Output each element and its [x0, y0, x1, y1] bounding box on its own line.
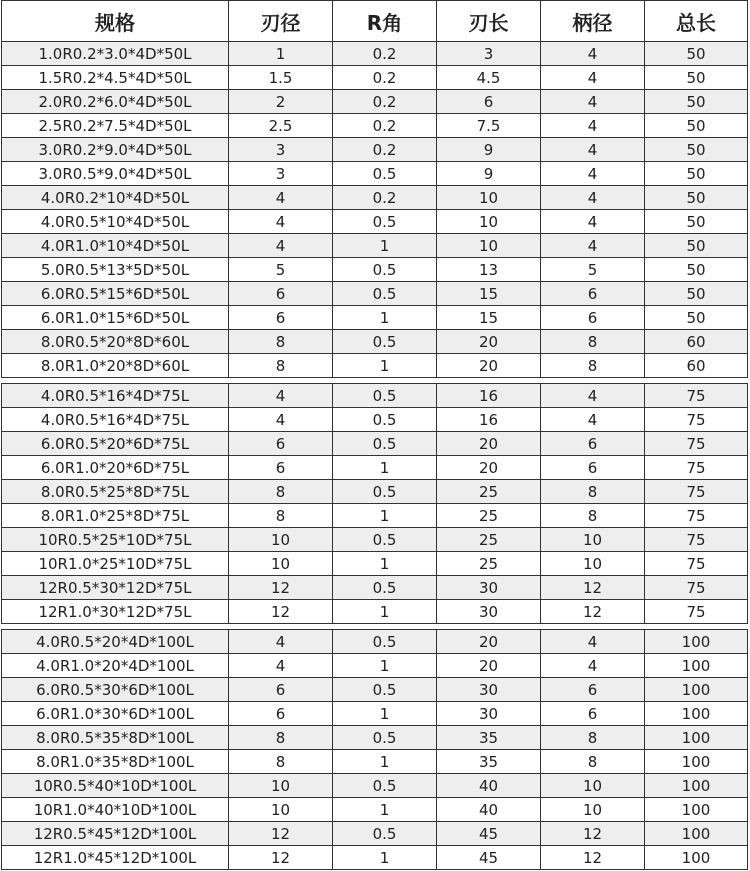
table-row [2, 42, 748, 66]
shank-diameter-cell: 12 [541, 600, 645, 624]
cutting-length-cell: 25 [437, 552, 541, 576]
spec-cell: 4.0R1.0*10*4D*50L [2, 234, 229, 258]
corner-radius-cell: 0.2 [333, 42, 437, 66]
cutting-length-cell: 10 [437, 210, 541, 234]
header-overall-length: 总长 [645, 1, 748, 42]
spec-cell: 4.0R0.5*10*4D*50L [2, 210, 229, 234]
table-row [2, 846, 748, 870]
header-cutting-diameter: 刃径 [229, 1, 333, 42]
header-row [2, 1, 748, 42]
cutting-length-cell: 35 [437, 726, 541, 750]
cutting-diameter-cell: 3 [229, 162, 333, 186]
overall-length-cell: 60 [645, 330, 748, 354]
overall-length-cell: 60 [645, 354, 748, 378]
table-row [2, 702, 748, 726]
cutting-length-cell: 30 [437, 600, 541, 624]
spec-cell: 8.0R0.5*35*8D*100L [2, 726, 229, 750]
spec-cell: 1.0R0.2*3.0*4D*50L [2, 42, 229, 66]
cutting-diameter-cell: 4 [229, 234, 333, 258]
cutting-length-cell: 20 [437, 330, 541, 354]
shank-diameter-cell: 12 [541, 822, 645, 846]
corner-radius-cell: 1 [333, 654, 437, 678]
overall-length-cell: 100 [645, 822, 748, 846]
corner-radius-cell: 1 [333, 750, 437, 774]
spec-cell: 2.5R0.2*7.5*4D*50L [2, 114, 229, 138]
cutting-length-cell: 25 [437, 480, 541, 504]
cutting-diameter-cell: 6 [229, 702, 333, 726]
spec-cell: 8.0R1.0*20*8D*60L [2, 354, 229, 378]
spec-cell: 8.0R0.5*20*8D*60L [2, 330, 229, 354]
overall-length-cell: 50 [645, 90, 748, 114]
cutting-diameter-cell: 6 [229, 282, 333, 306]
table-row [2, 432, 748, 456]
spec-cell: 5.0R0.5*13*5D*50L [2, 258, 229, 282]
cutting-diameter-cell: 10 [229, 798, 333, 822]
shank-diameter-cell: 10 [541, 528, 645, 552]
cutting-diameter-cell: 2.5 [229, 114, 333, 138]
cutting-length-cell: 15 [437, 306, 541, 330]
shank-diameter-cell: 6 [541, 456, 645, 480]
table-row [2, 600, 748, 624]
corner-radius-cell: 0.5 [333, 258, 437, 282]
spec-cell: 4.0R0.2*10*4D*50L [2, 186, 229, 210]
table-row [2, 384, 748, 408]
cutting-length-cell: 15 [437, 282, 541, 306]
spec-cell: 6.0R0.5*20*6D*75L [2, 432, 229, 456]
overall-length-cell: 50 [645, 66, 748, 90]
overall-length-cell: 75 [645, 456, 748, 480]
cutting-diameter-cell: 4 [229, 630, 333, 654]
table-row [2, 552, 748, 576]
overall-length-cell: 50 [645, 234, 748, 258]
table-row [2, 114, 748, 138]
shank-diameter-cell: 4 [541, 408, 645, 432]
shank-diameter-cell: 4 [541, 186, 645, 210]
table-row [2, 138, 748, 162]
corner-radius-cell: 1 [333, 798, 437, 822]
cutting-diameter-cell: 12 [229, 576, 333, 600]
table-row [2, 504, 748, 528]
shank-diameter-cell: 8 [541, 480, 645, 504]
shank-diameter-cell: 4 [541, 234, 645, 258]
corner-radius-cell: 1 [333, 600, 437, 624]
cutting-length-cell: 20 [437, 456, 541, 480]
shank-diameter-cell: 8 [541, 750, 645, 774]
corner-radius-cell: 0.2 [333, 66, 437, 90]
table-row [2, 162, 748, 186]
spec-cell: 10R1.0*40*10D*100L [2, 798, 229, 822]
corner-radius-cell: 0.5 [333, 678, 437, 702]
shank-diameter-cell: 6 [541, 306, 645, 330]
corner-radius-cell: 1 [333, 702, 437, 726]
shank-diameter-cell: 4 [541, 654, 645, 678]
corner-radius-cell: 0.5 [333, 774, 437, 798]
overall-length-cell: 50 [645, 162, 748, 186]
corner-radius-cell: 0.5 [333, 480, 437, 504]
overall-length-cell: 100 [645, 750, 748, 774]
corner-radius-cell: 0.5 [333, 210, 437, 234]
cutting-diameter-cell: 3 [229, 138, 333, 162]
cutting-diameter-cell: 4 [229, 186, 333, 210]
cutting-diameter-cell: 1 [229, 42, 333, 66]
table-row [2, 750, 748, 774]
cutting-length-cell: 30 [437, 678, 541, 702]
corner-radius-cell: 0.5 [333, 282, 437, 306]
spec-cell: 10R0.5*40*10D*100L [2, 774, 229, 798]
corner-radius-cell: 1 [333, 306, 437, 330]
overall-length-cell: 50 [645, 42, 748, 66]
header-cutting-length: 刃长 [437, 1, 541, 42]
cutting-length-cell: 16 [437, 384, 541, 408]
overall-length-cell: 75 [645, 432, 748, 456]
shank-diameter-cell: 4 [541, 90, 645, 114]
header-shank-diameter: 柄径 [541, 1, 645, 42]
cutting-length-cell: 6 [437, 90, 541, 114]
shank-diameter-cell: 4 [541, 42, 645, 66]
table-row [2, 354, 748, 378]
cutting-diameter-cell: 8 [229, 330, 333, 354]
overall-length-cell: 75 [645, 576, 748, 600]
spec-cell: 2.0R0.2*6.0*4D*50L [2, 90, 229, 114]
corner-radius-cell: 0.2 [333, 90, 437, 114]
corner-radius-cell: 0.5 [333, 330, 437, 354]
table-row [2, 330, 748, 354]
cutting-length-cell: 20 [437, 654, 541, 678]
cutting-length-cell: 9 [437, 162, 541, 186]
cutting-diameter-cell: 8 [229, 504, 333, 528]
shank-diameter-cell: 4 [541, 114, 645, 138]
overall-length-cell: 75 [645, 600, 748, 624]
overall-length-cell: 50 [645, 306, 748, 330]
cutting-diameter-cell: 5 [229, 258, 333, 282]
corner-radius-cell: 0.2 [333, 186, 437, 210]
cutting-length-cell: 40 [437, 774, 541, 798]
table-row [2, 186, 748, 210]
overall-length-cell: 100 [645, 798, 748, 822]
cutting-length-cell: 16 [437, 408, 541, 432]
spec-cell: 3.0R0.5*9.0*4D*50L [2, 162, 229, 186]
cutting-length-cell: 9 [437, 138, 541, 162]
shank-diameter-cell: 12 [541, 576, 645, 600]
cutting-diameter-cell: 1.5 [229, 66, 333, 90]
corner-radius-cell: 0.5 [333, 408, 437, 432]
shank-diameter-cell: 4 [541, 162, 645, 186]
table-row [2, 528, 748, 552]
table-row [2, 798, 748, 822]
cutting-length-cell: 25 [437, 504, 541, 528]
overall-length-cell: 100 [645, 654, 748, 678]
shank-diameter-cell: 8 [541, 504, 645, 528]
shank-diameter-cell: 8 [541, 354, 645, 378]
corner-radius-cell: 1 [333, 354, 437, 378]
overall-length-cell: 50 [645, 282, 748, 306]
spec-cell: 8.0R1.0*35*8D*100L [2, 750, 229, 774]
spec-cell: 4.0R0.5*16*4D*75L [2, 408, 229, 432]
cutting-length-cell: 45 [437, 846, 541, 870]
corner-radius-cell: 0.5 [333, 432, 437, 456]
table-body [2, 42, 748, 870]
corner-radius-cell: 1 [333, 552, 437, 576]
cutting-diameter-cell: 12 [229, 822, 333, 846]
table-row [2, 306, 748, 330]
overall-length-cell: 75 [645, 408, 748, 432]
overall-length-cell: 50 [645, 114, 748, 138]
cutting-diameter-cell: 4 [229, 408, 333, 432]
cutting-length-cell: 35 [437, 750, 541, 774]
overall-length-cell: 100 [645, 726, 748, 750]
spec-cell: 10R0.5*25*10D*75L [2, 528, 229, 552]
cutting-length-cell: 7.5 [437, 114, 541, 138]
shank-diameter-cell: 6 [541, 702, 645, 726]
corner-radius-cell: 0.5 [333, 630, 437, 654]
spec-cell: 1.5R0.2*4.5*4D*50L [2, 66, 229, 90]
corner-radius-cell: 1 [333, 456, 437, 480]
overall-length-cell: 75 [645, 504, 748, 528]
shank-diameter-cell: 4 [541, 210, 645, 234]
spec-cell: 12R1.0*30*12D*75L [2, 600, 229, 624]
shank-diameter-cell: 4 [541, 630, 645, 654]
cutting-length-cell: 13 [437, 258, 541, 282]
table-row [2, 210, 748, 234]
cutting-length-cell: 10 [437, 186, 541, 210]
spec-cell: 8.0R0.5*25*8D*75L [2, 480, 229, 504]
shank-diameter-cell: 5 [541, 258, 645, 282]
cutting-length-cell: 30 [437, 702, 541, 726]
spec-table [1, 0, 748, 870]
cutting-diameter-cell: 6 [229, 456, 333, 480]
table-row [2, 90, 748, 114]
cutting-diameter-cell: 10 [229, 528, 333, 552]
cutting-diameter-cell: 8 [229, 354, 333, 378]
corner-radius-cell: 0.5 [333, 384, 437, 408]
shank-diameter-cell: 4 [541, 66, 645, 90]
table-row [2, 774, 748, 798]
header-corner-radius: R角 [333, 1, 437, 42]
table-row [2, 408, 748, 432]
cutting-length-cell: 20 [437, 432, 541, 456]
table-row [2, 654, 748, 678]
cutting-diameter-cell: 6 [229, 432, 333, 456]
corner-radius-cell: 0.5 [333, 726, 437, 750]
cutting-diameter-cell: 12 [229, 600, 333, 624]
cutting-length-cell: 3 [437, 42, 541, 66]
shank-diameter-cell: 10 [541, 774, 645, 798]
corner-radius-cell: 1 [333, 846, 437, 870]
overall-length-cell: 75 [645, 528, 748, 552]
spec-cell: 10R1.0*25*10D*75L [2, 552, 229, 576]
table-row [2, 480, 748, 504]
spec-cell: 6.0R0.5*30*6D*100L [2, 678, 229, 702]
overall-length-cell: 50 [645, 186, 748, 210]
shank-diameter-cell: 8 [541, 726, 645, 750]
overall-length-cell: 75 [645, 552, 748, 576]
overall-length-cell: 75 [645, 480, 748, 504]
corner-radius-cell: 0.5 [333, 528, 437, 552]
spec-cell: 4.0R0.5*20*4D*100L [2, 630, 229, 654]
shank-diameter-cell: 10 [541, 798, 645, 822]
spec-cell: 4.0R0.5*16*4D*75L [2, 384, 229, 408]
cutting-diameter-cell: 4 [229, 654, 333, 678]
overall-length-cell: 75 [645, 384, 748, 408]
spec-cell: 4.0R1.0*20*4D*100L [2, 654, 229, 678]
cutting-diameter-cell: 6 [229, 678, 333, 702]
spec-cell: 6.0R1.0*20*6D*75L [2, 456, 229, 480]
corner-radius-cell: 0.2 [333, 138, 437, 162]
overall-length-cell: 50 [645, 258, 748, 282]
table-row [2, 576, 748, 600]
overall-length-cell: 100 [645, 630, 748, 654]
table-row [2, 258, 748, 282]
shank-diameter-cell: 12 [541, 846, 645, 870]
corner-radius-cell: 0.5 [333, 822, 437, 846]
cutting-diameter-cell: 10 [229, 774, 333, 798]
overall-length-cell: 100 [645, 846, 748, 870]
overall-length-cell: 50 [645, 210, 748, 234]
cutting-diameter-cell: 4 [229, 384, 333, 408]
spec-cell: 6.0R0.5*15*6D*50L [2, 282, 229, 306]
cutting-length-cell: 45 [437, 822, 541, 846]
spec-cell: 8.0R1.0*25*8D*75L [2, 504, 229, 528]
spec-cell: 12R0.5*45*12D*100L [2, 822, 229, 846]
shank-diameter-cell: 6 [541, 282, 645, 306]
table-row [2, 726, 748, 750]
table-row [2, 66, 748, 90]
cutting-length-cell: 20 [437, 630, 541, 654]
table-header [2, 1, 748, 42]
corner-radius-cell: 0.5 [333, 162, 437, 186]
cutting-length-cell: 4.5 [437, 66, 541, 90]
table-row [2, 678, 748, 702]
table-row [2, 456, 748, 480]
cutting-length-cell: 20 [437, 354, 541, 378]
table-row [2, 630, 748, 654]
cutting-diameter-cell: 4 [229, 210, 333, 234]
spec-cell: 6.0R1.0*30*6D*100L [2, 702, 229, 726]
shank-diameter-cell: 6 [541, 678, 645, 702]
cutting-diameter-cell: 12 [229, 846, 333, 870]
shank-diameter-cell: 4 [541, 138, 645, 162]
cutting-diameter-cell: 6 [229, 306, 333, 330]
shank-diameter-cell: 4 [541, 384, 645, 408]
overall-length-cell: 100 [645, 774, 748, 798]
shank-diameter-cell: 10 [541, 552, 645, 576]
corner-radius-cell: 1 [333, 504, 437, 528]
cutting-length-cell: 25 [437, 528, 541, 552]
cutting-diameter-cell: 8 [229, 480, 333, 504]
cutting-length-cell: 30 [437, 576, 541, 600]
header-spec: 规格 [2, 1, 229, 42]
table-row [2, 282, 748, 306]
cutting-diameter-cell: 2 [229, 90, 333, 114]
corner-radius-cell: 0.5 [333, 576, 437, 600]
spec-cell: 6.0R1.0*15*6D*50L [2, 306, 229, 330]
cutting-diameter-cell: 10 [229, 552, 333, 576]
spec-cell: 12R0.5*30*12D*75L [2, 576, 229, 600]
overall-length-cell: 100 [645, 678, 748, 702]
spec-cell: 12R1.0*45*12D*100L [2, 846, 229, 870]
cutting-diameter-cell: 8 [229, 750, 333, 774]
cutting-diameter-cell: 8 [229, 726, 333, 750]
shank-diameter-cell: 8 [541, 330, 645, 354]
cutting-length-cell: 40 [437, 798, 541, 822]
overall-length-cell: 50 [645, 138, 748, 162]
spec-cell: 3.0R0.2*9.0*4D*50L [2, 138, 229, 162]
cutting-length-cell: 10 [437, 234, 541, 258]
shank-diameter-cell: 6 [541, 432, 645, 456]
corner-radius-cell: 1 [333, 234, 437, 258]
table-row [2, 234, 748, 258]
overall-length-cell: 100 [645, 702, 748, 726]
table-row [2, 822, 748, 846]
corner-radius-cell: 0.2 [333, 114, 437, 138]
